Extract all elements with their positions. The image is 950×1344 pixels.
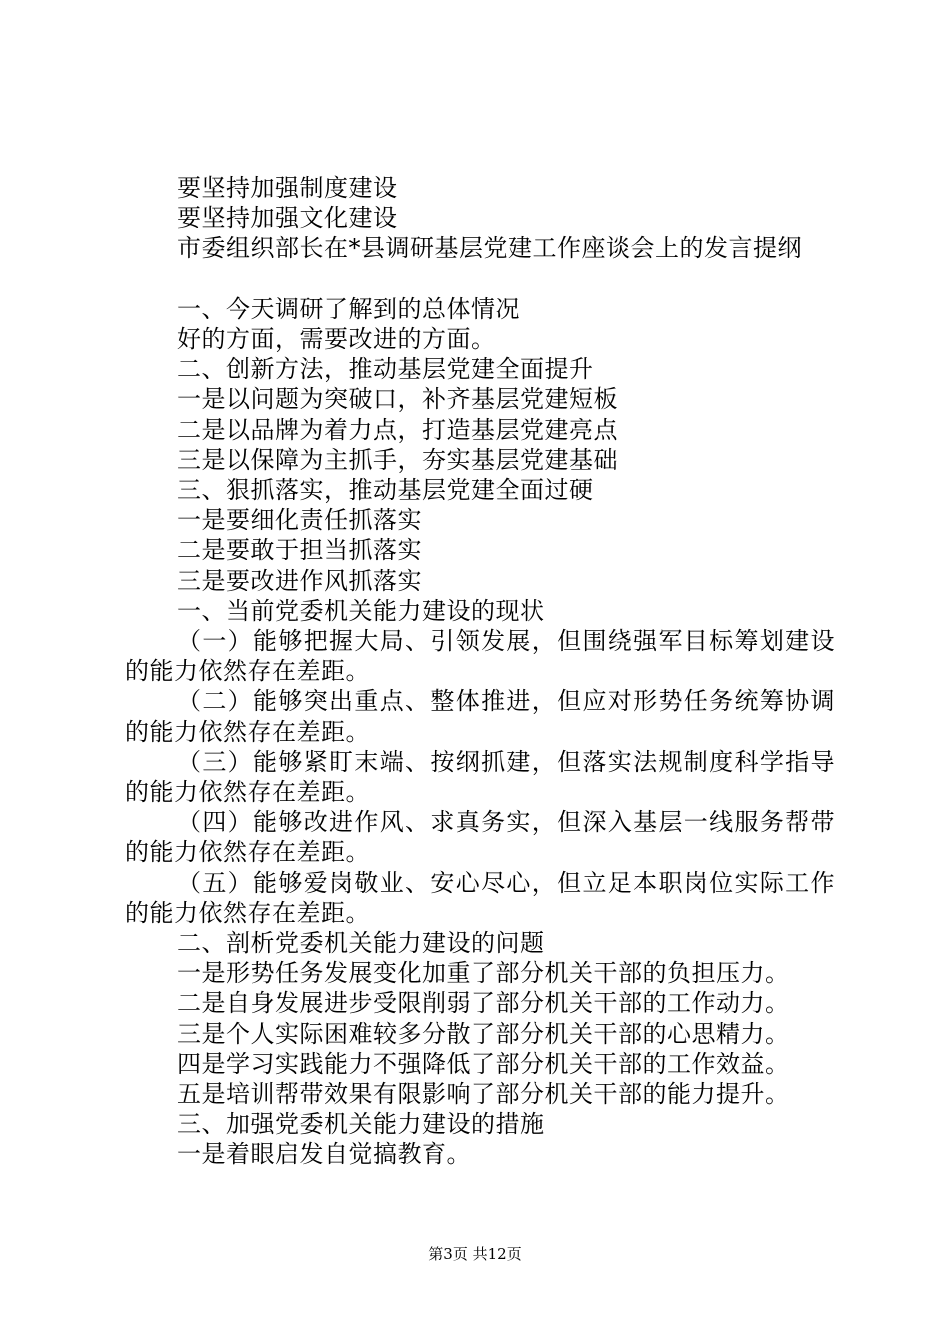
text-line: 二是以品牌为着力点，打造基层党建亮点 bbox=[177, 415, 618, 444]
text-line: 三是个人实际困难较多分散了部分机关干部的心思精力。 bbox=[177, 1019, 790, 1048]
section-heading: 三、加强党委机关能力建设的措施 bbox=[177, 1110, 545, 1139]
section-heading: 二、剖析党委机关能力建设的问题 bbox=[177, 929, 545, 958]
blank-line bbox=[125, 264, 835, 294]
paragraph: （五）能够爱岗敬业、安心尽心，但立足本职岗位实际工作的能力依然存在差距。 bbox=[125, 868, 835, 927]
text-line: 三是以保障为主抓手，夯实基层党建基础 bbox=[177, 445, 618, 474]
text-line: 二、创新方法，推动基层党建全面提升 bbox=[177, 355, 594, 384]
paragraph: （二）能够突出重点、整体推进，但应对形势任务统筹协调的能力依然存在差距。 bbox=[125, 687, 835, 746]
text-line: 四是学习实践能力不强降低了部分机关干部的工作效益。 bbox=[177, 1049, 790, 1078]
text-line: 五是培训帮带效果有限影响了部分机关干部的能力提升。 bbox=[177, 1080, 790, 1109]
page-footer: 第3页 共12页 bbox=[428, 1245, 522, 1263]
text-line: 一是形势任务发展变化加重了部分机关干部的负担压力。 bbox=[177, 959, 790, 988]
document-title: 市委组织部长在*县调研基层党建工作座谈会上的发言提纲 bbox=[177, 234, 802, 263]
text-line: 一是要细化责任抓落实 bbox=[177, 506, 422, 535]
document-body bbox=[125, 173, 835, 1170]
text-line: 三、狠抓落实，推动基层党建全面过硬 bbox=[177, 476, 594, 505]
text-line: 一、今天调研了解到的总体情况 bbox=[177, 294, 520, 323]
text-line: 要坚持加强文化建设 bbox=[177, 204, 398, 233]
paragraph: （一）能够把握大局、引领发展，但围绕强军目标筹划建设的能力依然存在差距。 bbox=[125, 627, 835, 686]
text-line: 要坚持加强制度建设 bbox=[177, 174, 398, 202]
paragraph: （四）能够改进作风、求真务实，但深入基层一线服务帮带的能力依然存在差距。 bbox=[125, 808, 835, 867]
paragraph: （三）能够紧盯末端、按纲抓建，但落实法规制度科学指导的能力依然存在差距。 bbox=[125, 747, 835, 807]
section-heading: 一、当前党委机关能力建设的现状 bbox=[177, 596, 545, 625]
text-line: 好的方面，需要改进的方面。 bbox=[177, 325, 496, 353]
text-line: 一是着眼启发自觉搞教育。 bbox=[177, 1140, 471, 1169]
text-line: 二是要敢于担当抓落实 bbox=[177, 536, 422, 565]
text-line: 一是以问题为突破口，补齐基层党建短板 bbox=[177, 385, 618, 414]
text-line: 二是自身发展进步受限削弱了部分机关干部的工作动力。 bbox=[177, 989, 790, 1018]
text-line: 三是要改进作风抓落实 bbox=[177, 566, 422, 595]
